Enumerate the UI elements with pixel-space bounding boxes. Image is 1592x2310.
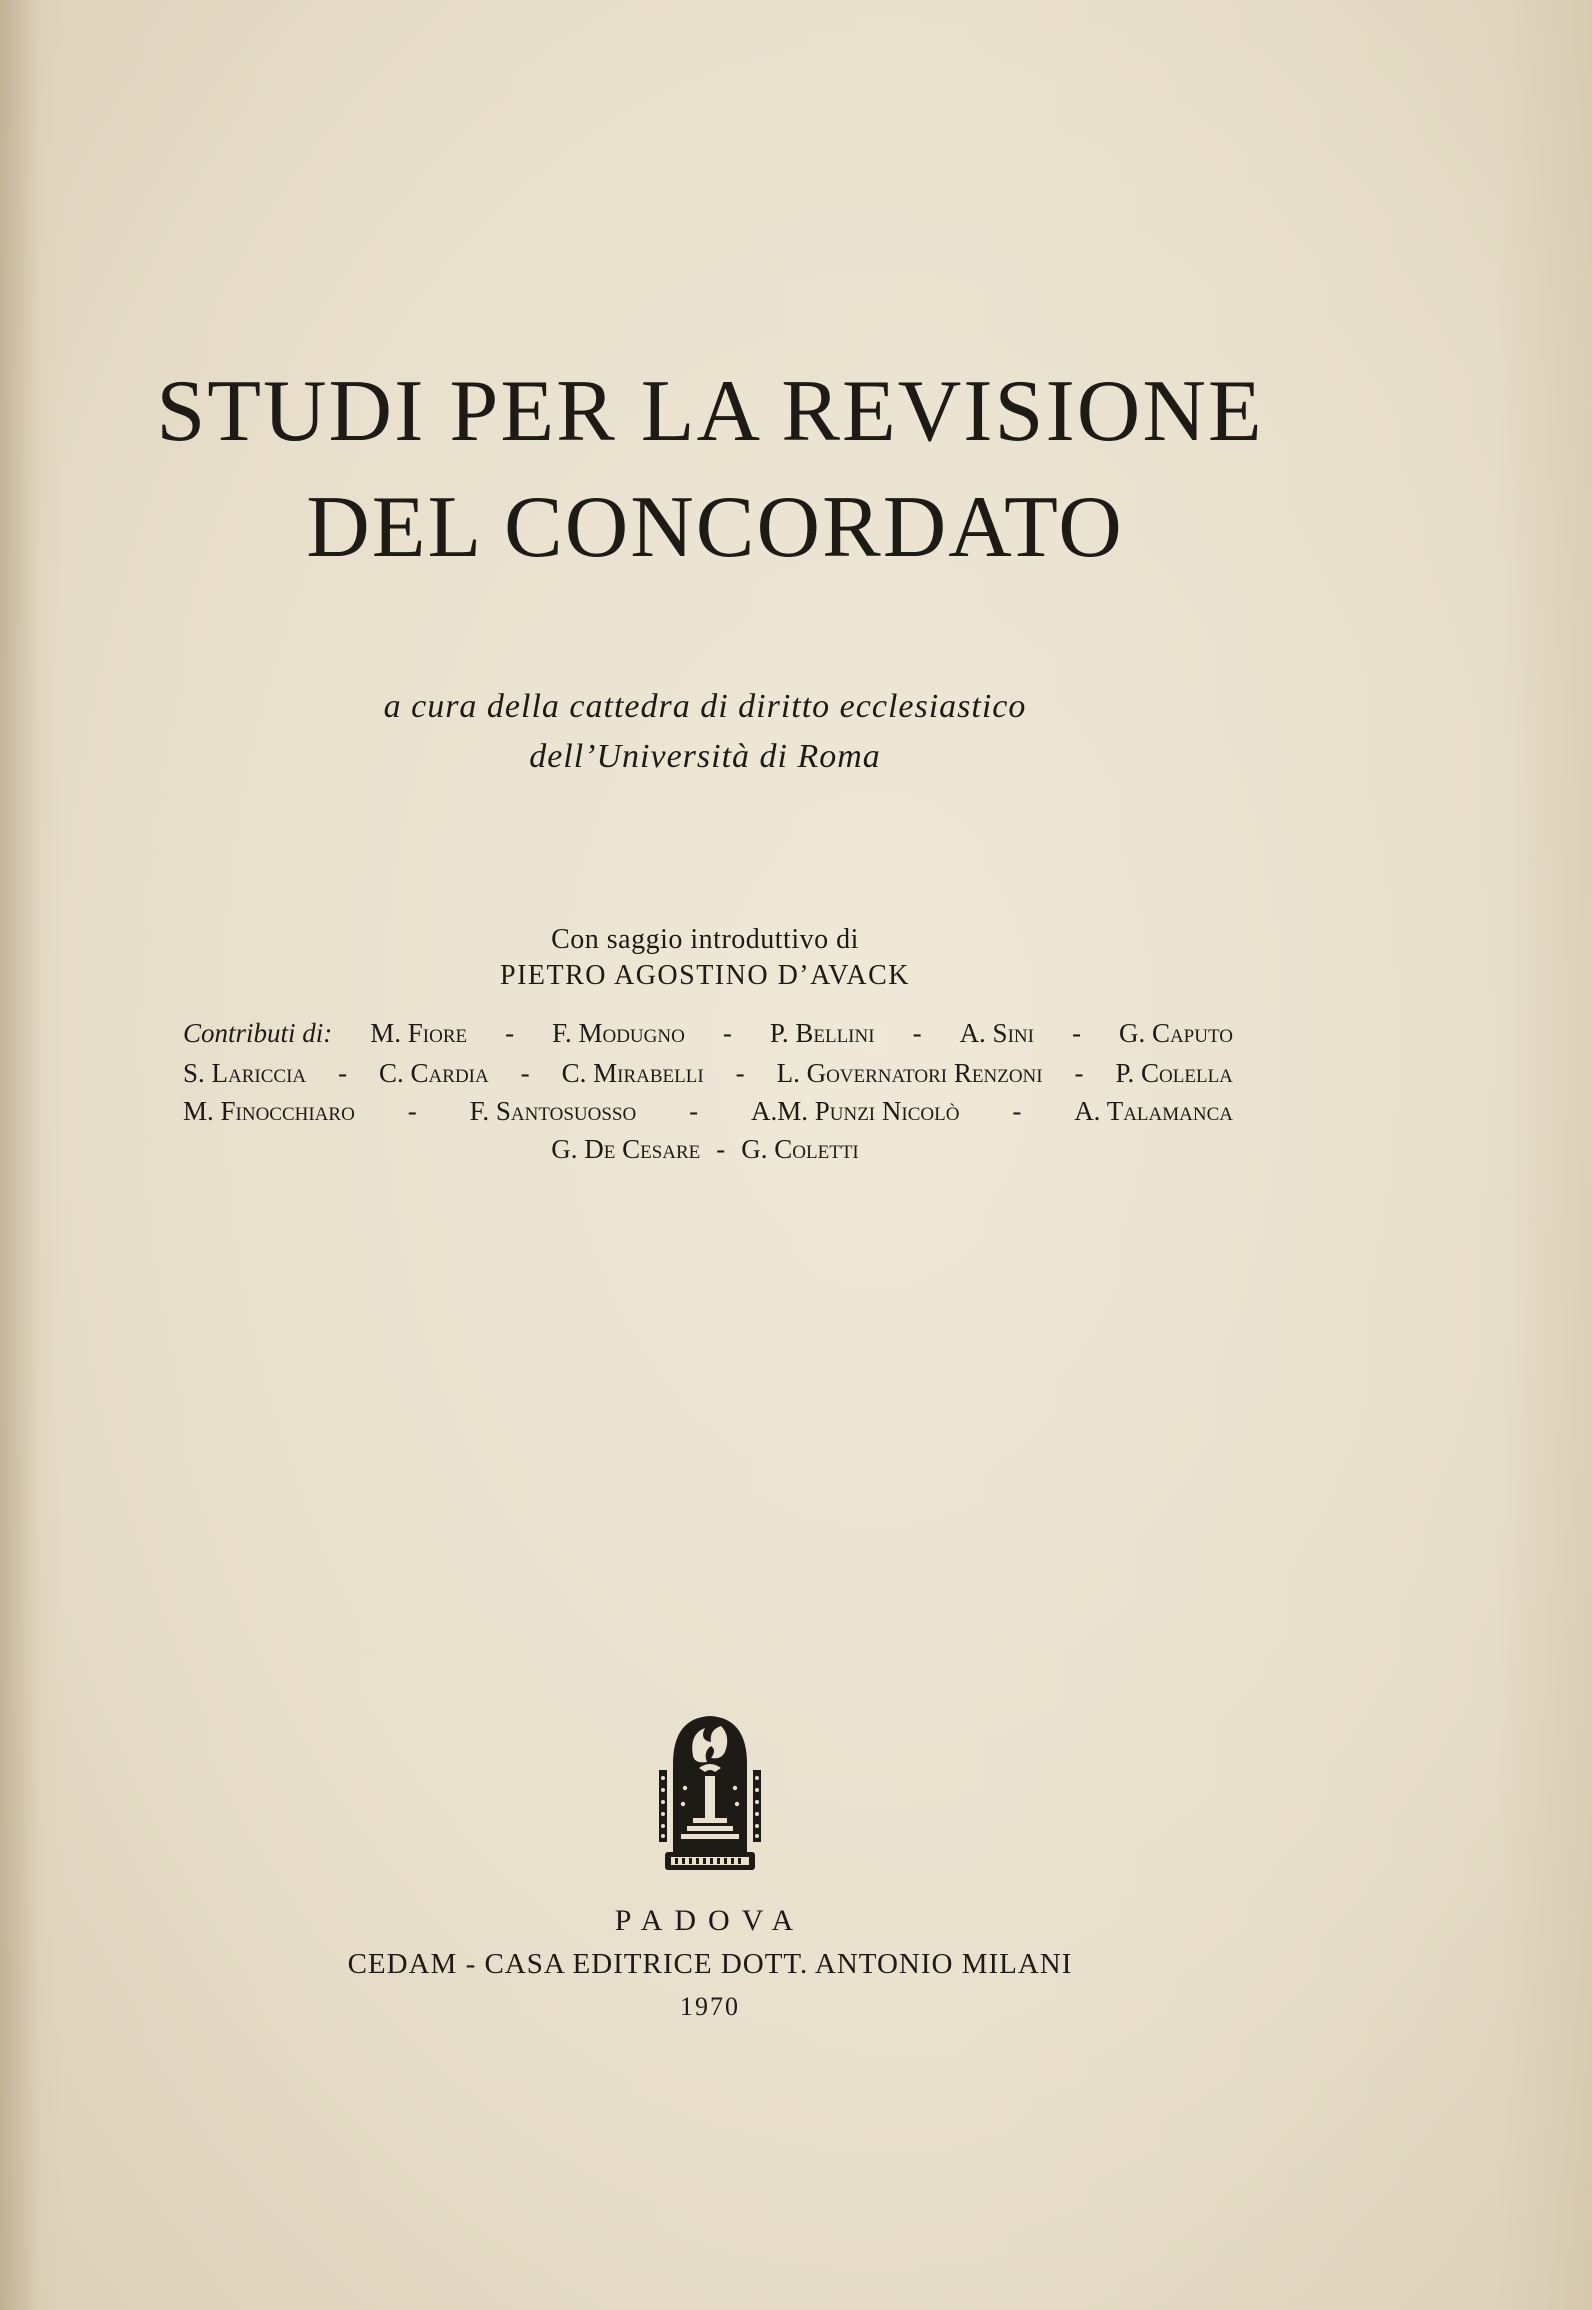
separator: - xyxy=(338,1058,348,1088)
publisher-emblem-icon xyxy=(655,1712,765,1874)
separator: - xyxy=(1012,1096,1022,1126)
essay-author: PIETRO AGOSTINO D’AVACK xyxy=(500,960,910,991)
contributor-name: F. Santosuosso xyxy=(469,1096,637,1126)
contributors-line-3 xyxy=(183,1098,1233,1125)
contributor-name: M. Finocchiaro xyxy=(183,1096,355,1126)
contributor-name: S. Lariccia xyxy=(183,1058,307,1088)
contributor-name: M. Fiore xyxy=(370,1018,468,1048)
contributors-line-1 xyxy=(183,1020,1233,1047)
contributor-name: P. Bellini xyxy=(769,1018,875,1048)
separator: - xyxy=(912,1018,922,1048)
contributor-name: C. Cardia xyxy=(379,1058,489,1088)
contributor-name: L. Governatori Renzoni xyxy=(776,1058,1043,1088)
contributor-name: G. De Cesare xyxy=(551,1134,701,1164)
separator: - xyxy=(1074,1058,1084,1088)
separator: - xyxy=(689,1096,699,1126)
contributor-name: P. Colella xyxy=(1115,1058,1233,1088)
contributors-label: Contributi di: xyxy=(183,1018,333,1048)
separator: - xyxy=(1071,1018,1081,1048)
separator: - xyxy=(716,1134,726,1164)
title-line-2: DEL CONCORDATO xyxy=(306,479,1124,576)
contributor-name: F. Modugno xyxy=(552,1018,685,1048)
imprint-publisher: CEDAM - CASA EDITRICE DOTT. ANTONIO MILANI xyxy=(347,1948,1073,1980)
separator: - xyxy=(735,1058,745,1088)
contributors-line-2 xyxy=(183,1060,1233,1087)
contributors-line-4 xyxy=(0,1136,1410,1163)
editor-line-2: dell’Università di Roma xyxy=(529,738,881,775)
contributor-name: G. Caputo xyxy=(1118,1018,1233,1048)
imprint-city: PADOVA xyxy=(614,1904,806,1937)
separator: - xyxy=(407,1096,417,1126)
editor-line-1: a cura della cattedra di diritto ecclesiastico xyxy=(383,688,1027,725)
contributor-name: A. Talamanca xyxy=(1074,1096,1233,1126)
contributor-name: C. Mirabelli xyxy=(561,1058,704,1088)
separator: - xyxy=(520,1058,530,1088)
title-line-1: STUDI PER LA REVISIONE xyxy=(156,363,1264,460)
separator: - xyxy=(505,1018,515,1048)
contributor-name: G. Coletti xyxy=(741,1134,859,1164)
contributor-name: A.M. Punzi Nicolò xyxy=(750,1096,960,1126)
separator: - xyxy=(722,1018,732,1048)
contributor-name: A. Sini xyxy=(959,1018,1034,1048)
imprint-year: 1970 xyxy=(680,1992,740,2021)
essay-intro: Con saggio introduttivo di xyxy=(551,924,859,955)
